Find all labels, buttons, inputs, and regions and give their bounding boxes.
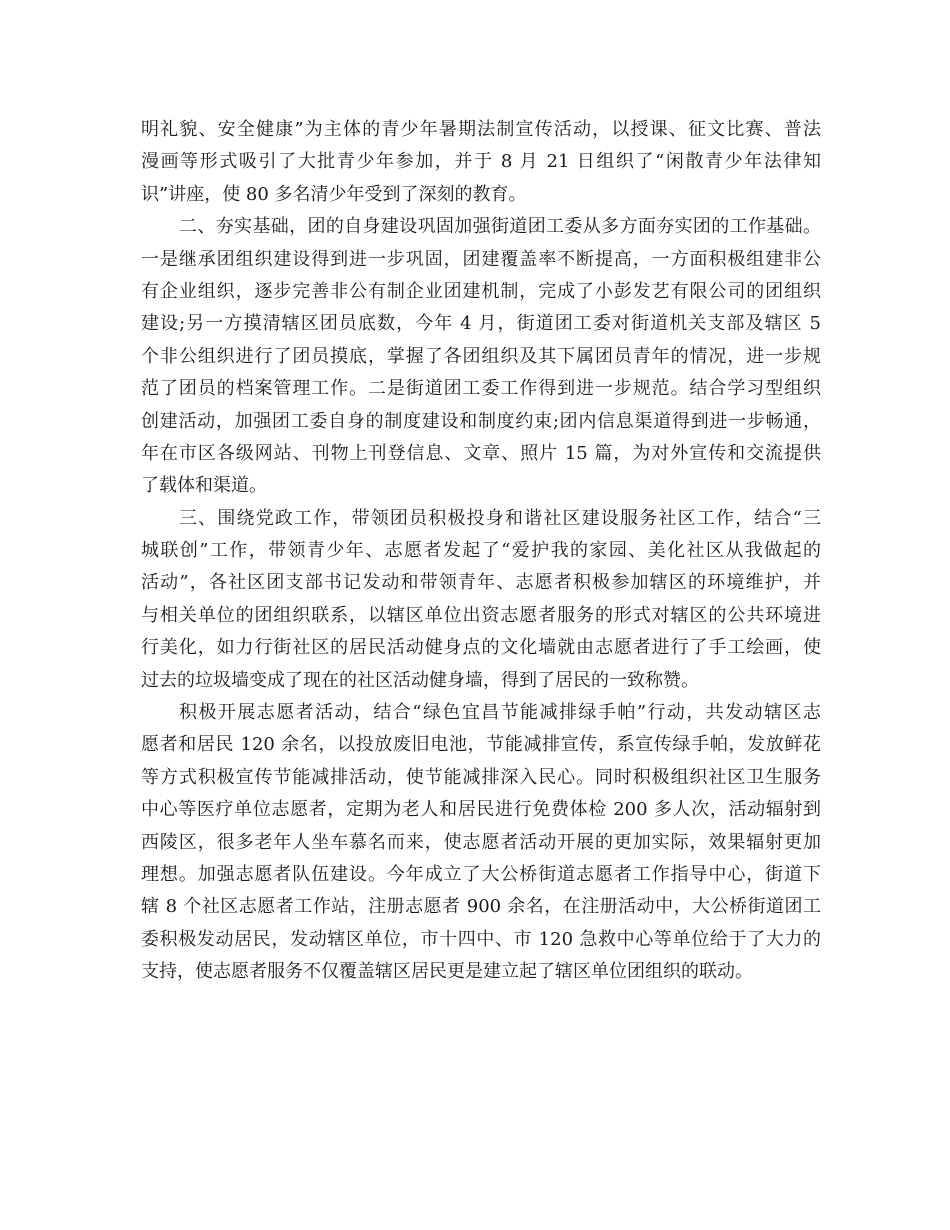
text-line: 明礼貌、安全健康”为主体的青少年暑期法制宣传活动，以授课、征文比赛、普法 <box>141 119 821 140</box>
text-line: 委积极发动居民，发动辖区单位，市十四中、市 120 急救中心等单位给于了大力的 <box>141 928 821 950</box>
text-line: 行美化，如力行街社区的居民活动健身点的文化墙就由志愿者进行了手工绘画，使 <box>141 637 821 659</box>
text-line: 西陵区，很多老年人坐车慕名而来，使志愿者活动开展的更加实际，效果辐射更加 <box>141 831 821 853</box>
text-line: 识”讲座，使 80 多名清少年受到了深刻的教育。 <box>141 183 527 205</box>
text-line: 愿者和居民 120 余名，以投放废旧电池，节能减排宣传，系宣传绿手帕，发放鲜花 <box>141 734 821 756</box>
body-text <box>141 114 821 989</box>
text-line: 中心等医疗单位志愿者，定期为老人和居民进行免费体检 200 多人次，活动辐射到 <box>141 799 821 821</box>
text-line: 建设;另一方摸清辖区团员底数，今年 4 月，街道团工委对街道机关支部及辖区 5 <box>141 313 821 335</box>
text-line: 年在市区各级网站、刊物上刊登信息、文章、照片 15 篇，为对外宣传和交流提供 <box>141 442 821 464</box>
text-line: 过去的垃圾墙变成了现在的社区活动健身墙，得到了居民的一致称赞。 <box>141 669 699 691</box>
text-line: 城联创”工作，带领青少年、志愿者发起了“爱护我的家园、美化社区从我做起的 <box>141 540 821 562</box>
text-line: 支持，使志愿者服务不仅覆盖辖区居民更是建立起了辖区单位团组织的联动。 <box>141 961 753 983</box>
paragraph-start-line: 三、围绕党政工作，带领团员积极投身和谐社区建设服务社区工作，结合“三 <box>179 507 821 529</box>
text-line: 理想。加强志愿者队伍建设。今年成立了大公桥街道志愿者工作指导中心，街道下 <box>141 863 821 885</box>
text-line: 创建活动，加强团工委自身的制度建设和制度约束;团内信息渠道得到进一步畅通， <box>141 410 821 432</box>
text-line: 了载体和渠道。 <box>141 475 267 497</box>
text-line: 范了团员的档案管理工作。二是街道团工委工作得到进一步规范。结合学习型组织 <box>141 378 821 400</box>
paragraph-start-line: 二、夯实基础，团的自身建设巩固加强街道团工委从多方面夯实团的工作基础。 <box>179 216 821 238</box>
text-line: 有企业组织，逐步完善非公有制企业团建机制，完成了小彭发艺有限公司的团组织 <box>141 280 821 302</box>
text-line: 等方式积极宣传节能减排活动，使节能减排深入民心。同时积极组织社区卫生服务 <box>141 766 821 788</box>
text-line: 辖 8 个社区志愿者工作站，注册志愿者 900 余名，在注册活动中，大公桥街道团工 <box>141 896 821 918</box>
text-line: 漫画等形式吸引了大批青少年参加，并于 8 月 21 日组织了“闲散青少年法律知 <box>141 151 821 173</box>
text-line: 一是继承团组织建设得到进一步巩固，团建覆盖率不断提高，一方面积极组建非公 <box>141 248 821 270</box>
text-line: 与相关单位的团组织联系，以辖区单位出资志愿者服务的形式对辖区的公共环境进 <box>141 604 821 626</box>
text-line: 活动”，各社区团支部书记发动和带领青年、志愿者积极参加辖区的环境维护，并 <box>141 572 821 594</box>
paragraph-start-line: 积极开展志愿者活动，结合“绿色宜昌节能减排绿手帕”行动，共发动辖区志 <box>179 702 821 724</box>
text-line: 个非公组织进行了团员摸底，掌握了各团组织及其下属团员青年的情况，进一步规 <box>141 345 821 367</box>
